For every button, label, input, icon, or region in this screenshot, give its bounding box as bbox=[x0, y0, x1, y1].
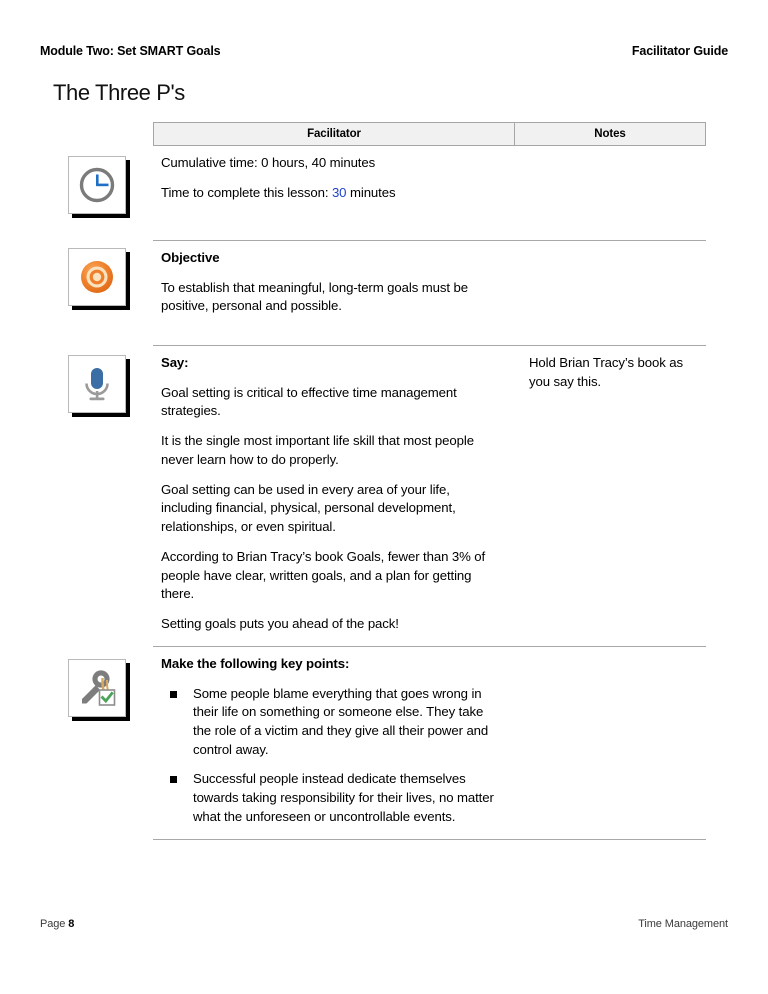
say-paragraph-5: Setting goals puts you ahead of the pack! bbox=[161, 616, 399, 632]
square-bullet-icon bbox=[170, 776, 177, 783]
page-word: Page bbox=[40, 918, 66, 930]
list-item bbox=[161, 770, 501, 826]
key-check-icon bbox=[68, 659, 126, 717]
objective-paragraph: To establish that meaningful, long-term goals must be positive, personal and possible. bbox=[161, 279, 468, 314]
say-paragraph-3: Goal setting can be used in every area of your life, including financial, physical, personal development, relationships, or even spiritual. bbox=[161, 481, 456, 535]
say-paragraph-1: Goal setting is critical to effective time management strategies. bbox=[161, 384, 457, 419]
cell-facilitator bbox=[153, 647, 515, 839]
lesson-time-suffix: minutes bbox=[346, 184, 396, 200]
lesson-time-prefix: Time to complete this lesson: bbox=[161, 184, 332, 200]
clock-icon bbox=[68, 156, 126, 214]
square-bullet-icon bbox=[170, 691, 177, 698]
header-right-text: Facilitator Guide bbox=[631, 44, 728, 58]
table-row bbox=[153, 647, 706, 840]
list-item-text: Successful people instead dedicate themselves towards taking responsibility for their lives, no matter what the unforeseen or uncontrollable events. bbox=[193, 771, 494, 824]
table-row bbox=[153, 241, 706, 346]
header-left-text: Module Two: Set SMART Goals bbox=[40, 44, 221, 58]
microphone-icon bbox=[68, 355, 126, 413]
cell-notes bbox=[515, 647, 706, 839]
table-row bbox=[153, 346, 706, 647]
column-header-facilitator: Facilitator bbox=[153, 122, 515, 146]
section-label-objective: Objective bbox=[161, 250, 220, 265]
cumulative-time-text: Cumulative time: 0 hours, 40 minutes bbox=[161, 155, 376, 170]
page-number-label bbox=[40, 918, 74, 930]
list-item bbox=[161, 685, 501, 760]
cell-facilitator bbox=[153, 146, 515, 240]
cell-facilitator bbox=[153, 346, 515, 646]
lesson-time-text bbox=[161, 184, 501, 203]
target-icon bbox=[68, 248, 126, 306]
section-label-say: Say: bbox=[161, 355, 189, 370]
say-paragraph-4: According to Brian Tracy’s book Goals, fewer than 3% of people have clear, written goals, and a plan for getting there. bbox=[161, 548, 486, 602]
cell-facilitator bbox=[153, 241, 515, 345]
list-item-text: Some people blame everything that goes wrong in their life on something or someone else. They take the role of a victim and they give all their power and control away. bbox=[193, 685, 489, 757]
section-label-key-points: Make the following key points: bbox=[161, 655, 350, 671]
cell-notes bbox=[515, 346, 706, 646]
column-header-notes: Notes bbox=[515, 122, 706, 146]
lesson-time-value: 30 bbox=[331, 184, 347, 200]
page-number: 8 bbox=[68, 918, 75, 930]
notes-text: Hold Brian Tracy’s book as you say this. bbox=[529, 355, 684, 389]
cell-notes bbox=[515, 146, 706, 240]
table-header-row bbox=[153, 122, 706, 146]
table-row bbox=[153, 146, 706, 241]
key-points-list bbox=[161, 685, 501, 827]
facilitator-table bbox=[153, 122, 706, 840]
page-title: The Three P's bbox=[53, 80, 185, 105]
footer-right-text: Time Management bbox=[638, 918, 728, 930]
document-footer bbox=[40, 918, 728, 930]
document-header bbox=[40, 44, 728, 58]
cell-notes bbox=[515, 241, 706, 345]
say-paragraph-2: It is the single most important life skill that most people never learn how to do properly. bbox=[161, 433, 474, 467]
